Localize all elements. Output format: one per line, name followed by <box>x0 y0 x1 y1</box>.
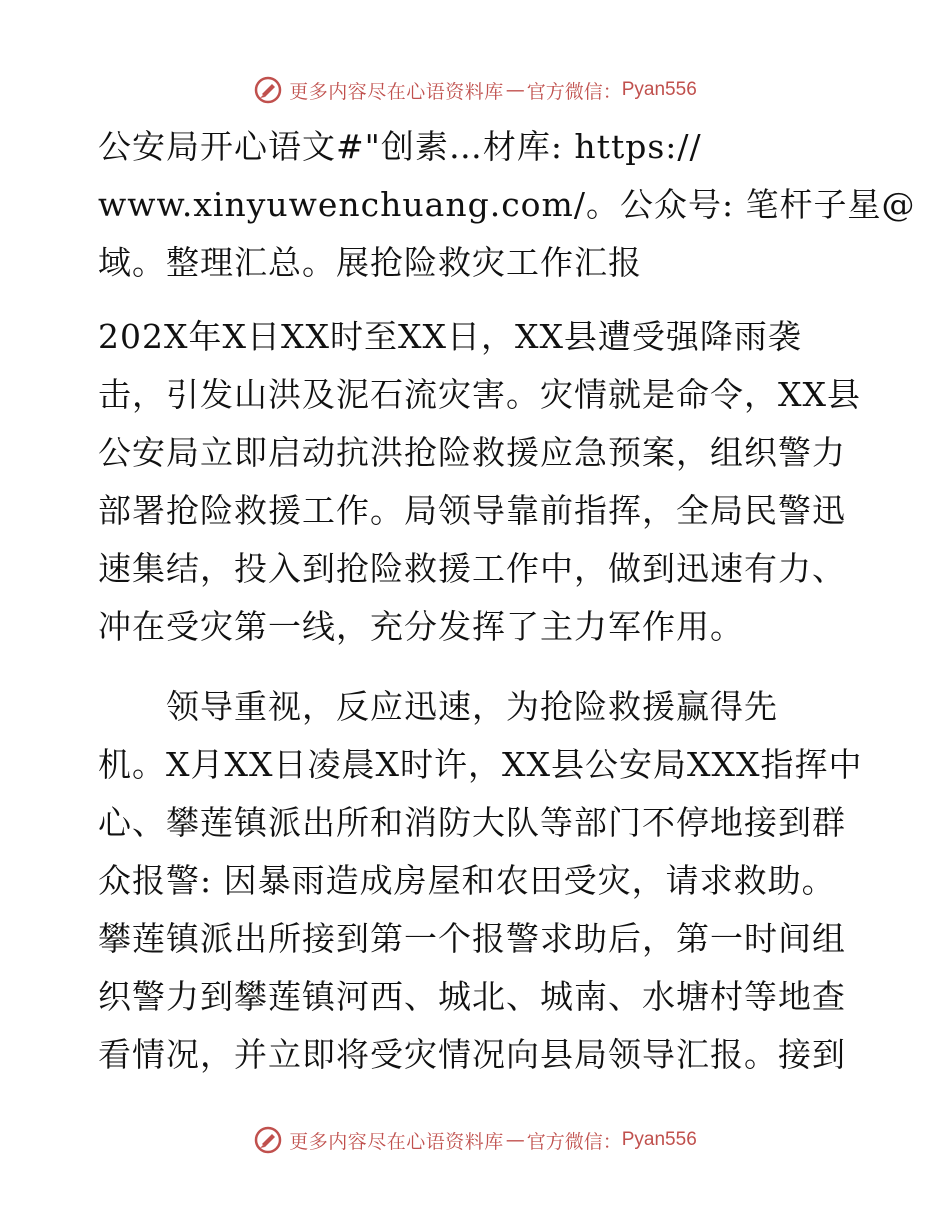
text-line: 公安局开心语文#"创素…材库: https:// <box>98 127 702 166</box>
text-line: 领导重视，反应迅速，为抢险救援赢得先 <box>98 687 778 726</box>
paragraph-leadership-response <box>98 678 863 1084</box>
wechat-label: 官方微信： <box>526 80 622 103</box>
text-line: 域。整理汇总。展抢险救灾工作汇报 <box>98 243 642 282</box>
footer-banner <box>0 1120 950 1160</box>
text-line: 速集结，投入到抢险救援工作中，做到迅速有力、 <box>98 549 846 588</box>
banner-separator: — <box>505 79 525 101</box>
wechat-label: 官方微信： <box>526 1130 622 1153</box>
wechat-id: Pyan556 <box>621 79 697 100</box>
document-body <box>98 118 916 1084</box>
logo-icon <box>253 75 283 105</box>
text-line: 击，引发山洪及泥石流灾害。灾情就是命令，XX县 <box>98 375 861 414</box>
text-line: 公安局立即启动抗洪抢险救援应急预案，组织警力 <box>98 433 846 472</box>
text-line: 众报警: 因暴雨造成房屋和农田受灾，请求救助。 <box>98 861 836 900</box>
paragraph-disaster-overview <box>98 308 861 656</box>
text-line: 202X年X日XX时至XX日，XX县遭受强降雨袭 <box>98 317 802 356</box>
text-line: 部署抢险救援工作。局领导靠前指挥，全局民警迅 <box>98 491 846 530</box>
text-line: www.xinyuwenchuang.com/。公众号: 笔杆子星@ <box>98 185 916 224</box>
logo-icon <box>253 1125 283 1155</box>
paragraph-intro <box>98 118 916 292</box>
text-line: 织警力到攀莲镇河西、城北、城南、水塘村等地查 <box>98 977 846 1016</box>
text-line: 机。X月XX日凌晨X时许，XX县公安局XXX指挥中 <box>98 745 863 784</box>
text-line: 心、攀莲镇派出所和消防大队等部门不停地接到群 <box>98 803 846 842</box>
text-line: 冲在受灾第一线，充分发挥了主力军作用。 <box>98 607 744 646</box>
wechat-id: Pyan556 <box>621 1129 697 1150</box>
banner-separator: — <box>505 1129 525 1151</box>
banner-text: 更多内容尽在心语资料库 <box>289 1130 504 1153</box>
banner-text: 更多内容尽在心语资料库 <box>289 80 504 103</box>
text-line: 攀莲镇派出所接到第一个报警求助后，第一时间组 <box>98 919 846 958</box>
header-banner <box>0 70 950 110</box>
text-line: 看情况，并立即将受灾情况向县局领导汇报。接到 <box>98 1035 846 1074</box>
